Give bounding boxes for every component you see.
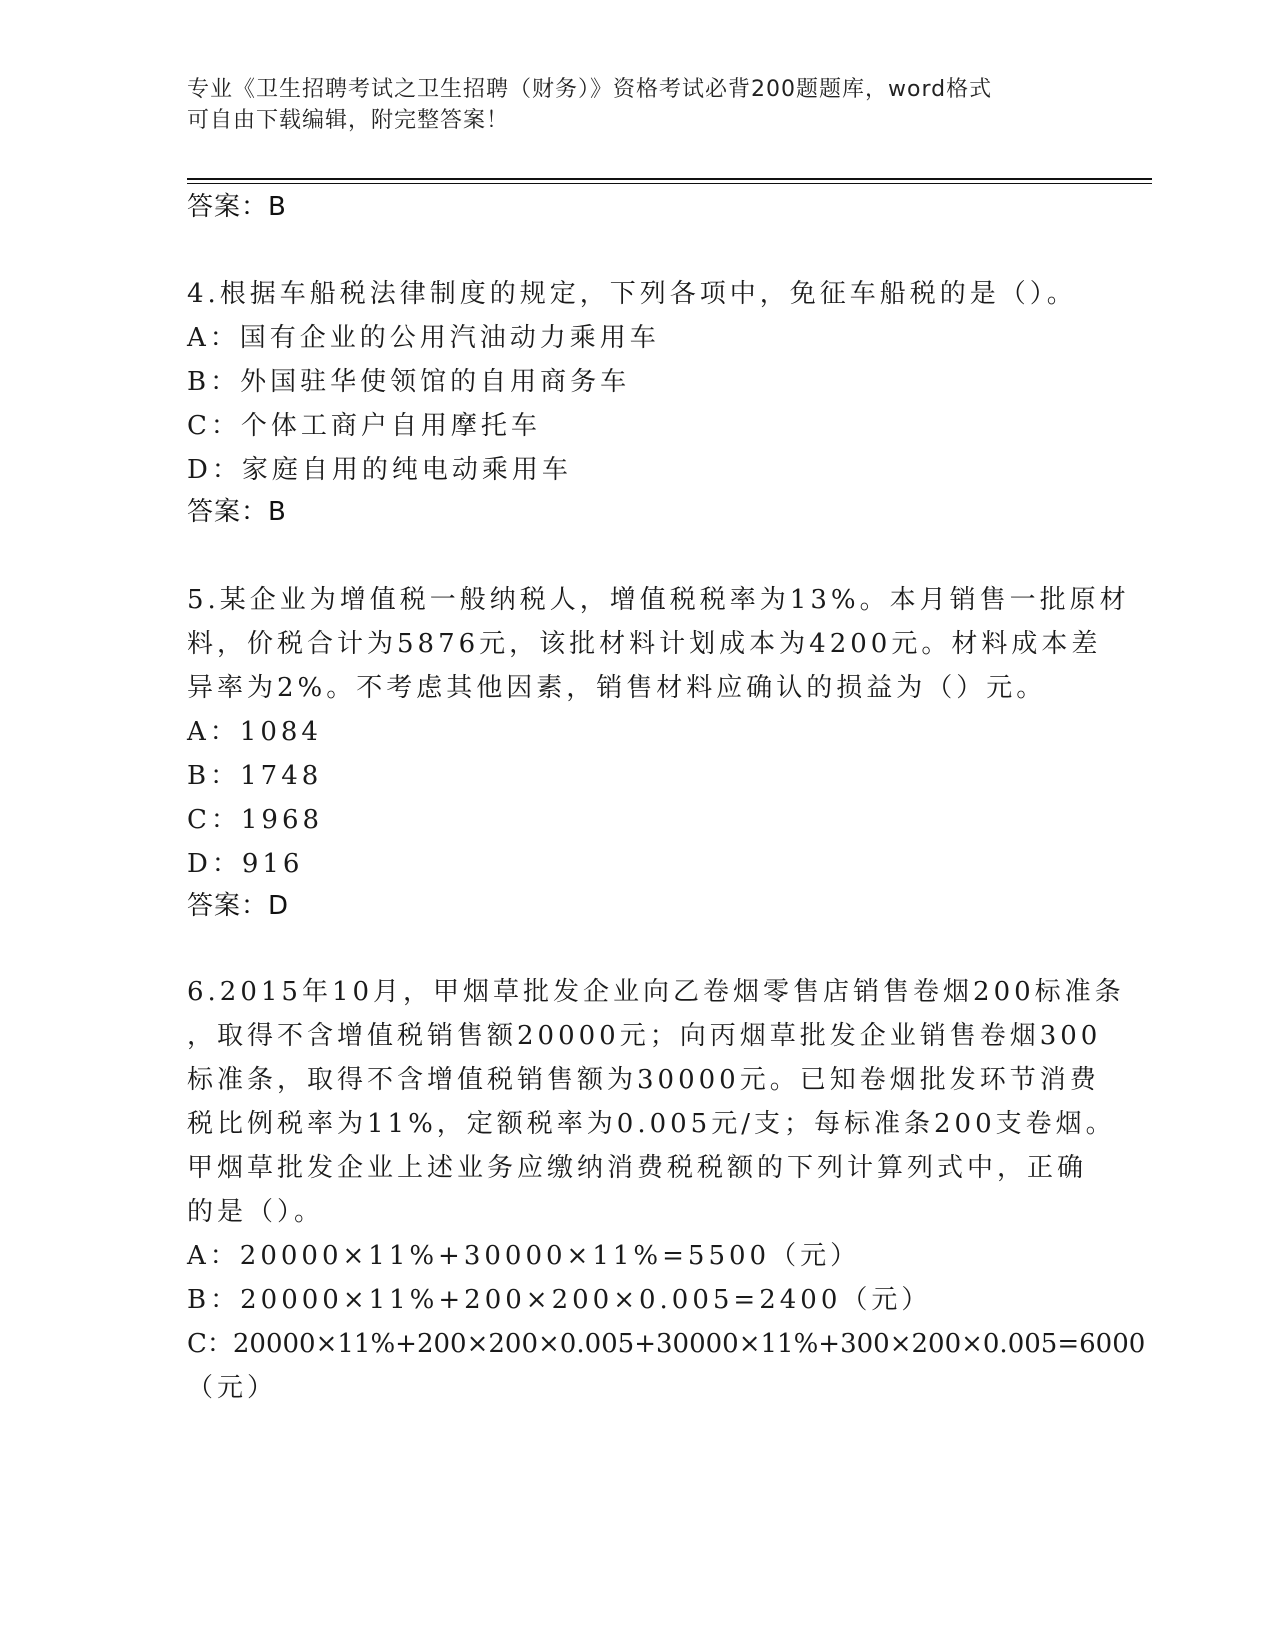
- q4-option-c: C：个体工商户自用摩托车: [187, 411, 541, 441]
- q4-answer: 答案：B: [187, 497, 287, 527]
- q6-option-c-continued: （元）: [187, 1373, 278, 1403]
- q5-answer: 答案：D: [187, 891, 290, 921]
- q5-stem-line-3: 异率为2%。不考虑其他因素，销售材料应确认的损益为（）元。: [187, 673, 1047, 703]
- header-line-1: 专业《卫生招聘考试之卫生招聘（财务）》资格考试必背200题题库，word格式: [187, 77, 993, 102]
- q6-option-b: B：20000×11%+200×200×0.005=2400（元）: [187, 1285, 932, 1315]
- document-header: [187, 74, 1067, 136]
- q6-stem-line-6: 的是（）。: [187, 1197, 325, 1227]
- q6-stem-line-5: 甲烟草批发企业上述业务应缴纳消费税税额的下列计算列式中，正确: [187, 1153, 1088, 1183]
- q5-option-a: A：1084: [187, 717, 322, 747]
- q5-stem-line-1: 5.某企业为增值税一般纳税人，增值税税率为13%。本月销售一批原材: [187, 585, 1130, 615]
- header-line-2: 可自由下载编辑，附完整答案！: [187, 108, 510, 133]
- q6-stem-line-1: 6.2015年10月，甲烟草批发企业向乙卷烟零售店销售卷烟200标准条: [187, 977, 1125, 1007]
- q6-stem-line-2: ，取得不含增值税销售额20000元；向丙烟草批发企业销售卷烟300: [187, 1021, 1102, 1051]
- q4-option-d: D：家庭自用的纯电动乘用车: [187, 455, 572, 485]
- q4-option-a: A：国有企业的公用汽油动力乘用车: [187, 323, 660, 353]
- q5-option-c: C：1968: [187, 805, 324, 835]
- q5-option-d: D：916: [187, 849, 304, 879]
- q6-option-a: A：20000×11%+30000×11%=5500（元）: [187, 1241, 861, 1271]
- previous-answer: 答案：B: [187, 192, 287, 222]
- q6-stem-line-3: 标准条，取得不含增值税销售额为30000元。已知卷烟批发环节消费: [187, 1065, 1100, 1095]
- q6-stem-line-4: 税比例税率为11%，定额税率为0.005元/支；每标准条200支卷烟。: [187, 1109, 1116, 1139]
- header-rule-thick: [187, 178, 1152, 180]
- q5-stem-line-2: 料，价税合计为5876元，该批材料计划成本为4200元。材料成本差: [187, 629, 1102, 659]
- q4-option-b: B：外国驻华使领馆的自用商务车: [187, 367, 631, 397]
- header-rule-thin: [187, 183, 1152, 184]
- q6-option-c: C：20000×11%+200×200×0.005+30000×11%+300×200×0.005=6000: [187, 1329, 1146, 1359]
- q5-option-b: B：1748: [187, 761, 323, 791]
- q4-stem: 4.根据车船税法律制度的规定，下列各项中，免征车船税的是（）。: [187, 279, 1077, 309]
